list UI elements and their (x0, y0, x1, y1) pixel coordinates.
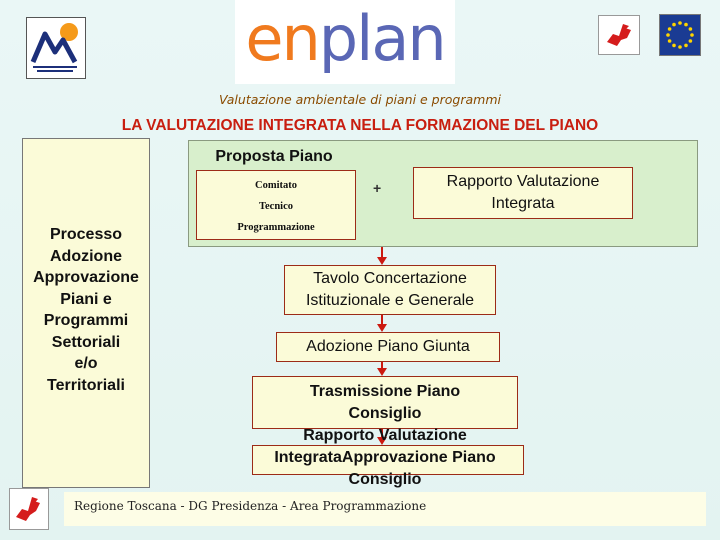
process-line: Adozione (50, 247, 122, 265)
plus-sign: + (373, 180, 382, 196)
overlap-line: Consiglio (348, 471, 422, 488)
tuscany-flag (598, 15, 640, 55)
subtitle: Valutazione ambientale di piani e programmi (219, 92, 501, 107)
mountain-sun-logo-icon (27, 18, 85, 78)
overlap-line: Trasmissione Piano (309, 383, 461, 400)
process-line: Programmi (43, 312, 129, 329)
committee-line: Tecnico (258, 201, 294, 212)
footer-text: Regione Toscana - DG Presidenza - Area Programmazione (74, 499, 427, 513)
overlap-line: IntegrataApprovazione Piano (274, 449, 496, 466)
pegasus-logo-icon (10, 489, 48, 529)
overlap-line: Consiglio (348, 405, 422, 422)
overlapping-box-text (240, 381, 530, 491)
flow-arrow-head (377, 257, 387, 265)
agency-logo (26, 17, 86, 79)
concertation-box: Tavolo Concertazione Istituzionale e Generale (284, 265, 496, 315)
process-line: Territoriali (47, 376, 125, 394)
process-line: Approvazione (33, 269, 139, 286)
adoption-box: Adozione Piano Giunta (276, 332, 500, 362)
footer-bar (64, 492, 706, 526)
flow-arrow-head (377, 368, 387, 376)
committee-box (196, 170, 356, 240)
process-line: Piani e (60, 290, 112, 308)
pegasus-flag-icon (599, 16, 639, 54)
process-label (23, 224, 149, 396)
eu-flag (659, 14, 701, 56)
enplan-logo-text: enplan (245, 2, 445, 75)
flow-arrow-head (377, 324, 387, 332)
committee-line: Comitato (255, 180, 297, 191)
proposal-title: Proposta Piano (215, 148, 333, 165)
overlap-line: Rapporto Valutazione (303, 427, 467, 444)
regional-logo (9, 488, 49, 530)
report-box: Rapporto Valutazione Integrata (413, 167, 633, 219)
process-line: e/o (74, 355, 98, 372)
enplan-logo (235, 0, 455, 84)
eu-stars-flag-icon (660, 15, 700, 55)
page-title: LA VALUTAZIONE INTEGRATA NELLA FORMAZIONE DEL PIANO (121, 117, 599, 134)
process-line: Settoriali (51, 333, 121, 351)
process-line: Processo (49, 226, 123, 243)
committee-line: Programmazione (237, 222, 315, 233)
process-panel (22, 138, 150, 488)
